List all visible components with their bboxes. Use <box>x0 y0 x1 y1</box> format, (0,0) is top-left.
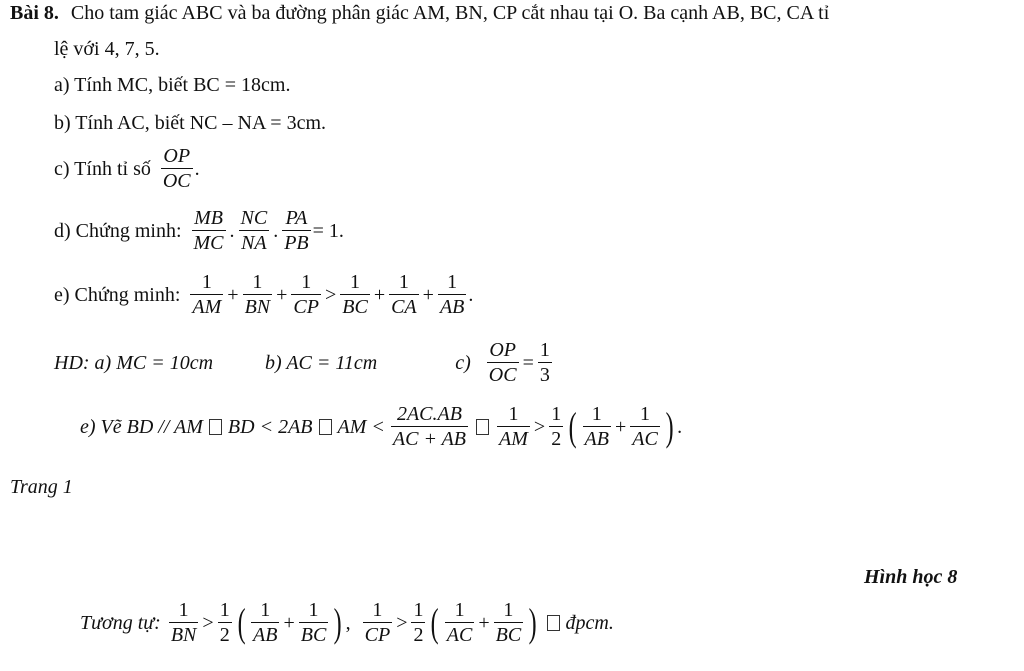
denominator: 2 <box>413 624 424 646</box>
denominator: 3 <box>539 364 550 386</box>
comma: , <box>345 611 351 634</box>
numerator: 1 <box>201 271 212 293</box>
numerator: 1 <box>551 403 562 425</box>
page-footer <box>10 476 73 499</box>
denominator: AC <box>632 428 658 450</box>
denominator: BC <box>495 624 522 646</box>
plus-sign: + <box>227 283 239 306</box>
numerator: 1 <box>350 271 361 293</box>
denominator: AB <box>253 624 278 646</box>
numerator: 1 <box>301 271 312 293</box>
fraction-1-cp-hint <box>363 600 393 646</box>
equals-sign: = <box>522 351 534 374</box>
numerator: 1 <box>260 599 271 621</box>
implies-symbol-box <box>209 419 222 435</box>
plus-sign: + <box>422 283 434 306</box>
problem-intro-line1 <box>10 2 829 25</box>
fraction-nc-na <box>239 208 270 254</box>
part-b <box>54 112 326 135</box>
greater-than: > <box>324 283 337 306</box>
plus-sign: + <box>478 611 490 634</box>
numerator: 1 <box>413 599 424 621</box>
denominator: OC <box>162 170 191 192</box>
fraction-1-bc <box>340 272 370 318</box>
fraction-1-bc-sim2 <box>494 600 524 646</box>
denominator: CA <box>391 296 417 318</box>
left-paren: ( <box>237 600 246 645</box>
period: . <box>468 283 474 306</box>
implies-symbol-box <box>547 615 560 631</box>
numerator: 1 <box>178 599 189 621</box>
numerator: NC <box>240 207 268 229</box>
left-paren: ( <box>568 404 577 449</box>
numerator: 1 <box>640 403 651 425</box>
page-header <box>864 566 957 589</box>
fraction-1-bc-sim <box>299 600 329 646</box>
problem-intro-text: Cho tam giác ABC và ba đường phân giác AM, BN, CP cắt nhau tại O. Ba cạnh AB, BC, CA tỉ <box>70 2 830 24</box>
denominator: BN <box>170 624 197 646</box>
fraction-1-ab-sim <box>251 600 279 646</box>
denominator: 2 <box>551 428 562 450</box>
denominator: AC + AB <box>392 428 467 450</box>
numerator: OP <box>489 339 516 361</box>
hint-e-part1: e) Vẽ BD // AM <box>80 415 203 438</box>
hint-line <box>54 340 554 386</box>
plus-sign: + <box>614 415 627 438</box>
denominator: 2 <box>219 624 230 646</box>
plus-sign: + <box>283 611 295 634</box>
denominator: AM <box>499 428 528 450</box>
numerator: PA <box>285 207 308 229</box>
greater-than: > <box>202 611 214 634</box>
numerator: 1 <box>398 271 409 293</box>
fraction-1-ab-hint <box>583 404 611 450</box>
denominator: PB <box>284 232 309 254</box>
hint-e-part2: BD < 2AB <box>227 415 313 438</box>
fraction-1-am <box>190 272 223 318</box>
numerator: 2AC.AB <box>396 403 462 425</box>
fraction-1-2 <box>411 600 425 646</box>
right-paren: ) <box>665 404 674 449</box>
denominator: OC <box>488 364 517 386</box>
fraction-mb-mc <box>192 208 226 254</box>
part-e <box>54 272 473 318</box>
fraction-op-oc-hint <box>487 340 519 386</box>
implies-symbol-box <box>319 419 332 435</box>
plus-sign: + <box>276 283 288 306</box>
denominator: CP <box>293 296 319 318</box>
fraction-1-ca <box>389 272 419 318</box>
denominator: MC <box>193 232 224 254</box>
problem-intro-text-2: lệ với 4, 7, 5. <box>54 38 160 60</box>
numerator: MB <box>194 207 223 229</box>
fraction-2acab-acab <box>391 404 468 450</box>
period: . <box>677 415 683 438</box>
hint-e-part3: AM < <box>337 415 385 438</box>
hint-similarly-line <box>80 600 614 646</box>
numerator: 1 <box>503 599 514 621</box>
fraction-pa-pb <box>282 208 310 254</box>
hint-b: b) AC = 11cm <box>265 351 378 374</box>
dot-operator: . <box>229 219 235 242</box>
equals-one: = 1. <box>312 219 344 242</box>
numerator: OP <box>163 145 191 167</box>
part-c-label: c) Tính tỉ số <box>54 157 151 180</box>
right-paren: ) <box>528 600 537 645</box>
numerator: 1 <box>372 599 383 621</box>
page-number: Trang 1 <box>10 476 73 498</box>
period: . <box>194 157 200 180</box>
fraction-1-2 <box>549 404 563 450</box>
fraction-1-3 <box>538 340 552 386</box>
denominator: BN <box>244 296 271 318</box>
denominator: NA <box>241 232 267 254</box>
numerator: 1 <box>454 599 465 621</box>
numerator: 1 <box>591 403 602 425</box>
problem-intro-line2 <box>54 38 160 61</box>
numerator: 1 <box>308 599 319 621</box>
part-c <box>54 146 200 192</box>
fraction-1-am-hint <box>497 404 530 450</box>
fraction-1-cp <box>291 272 321 318</box>
numerator: 1 <box>539 339 550 361</box>
part-a <box>54 74 290 97</box>
plus-sign: + <box>373 283 386 306</box>
fraction-1-ac-sim <box>445 600 475 646</box>
problem-number: Bài 8. <box>10 2 59 24</box>
left-paren: ( <box>431 600 440 645</box>
part-a-text: a) Tính MC, biết BC = 18cm. <box>54 74 291 96</box>
part-b-text: b) Tính AC, biết NC – NA = 3cm. <box>54 112 327 134</box>
hint-c: c) <box>455 351 471 374</box>
numerator: 1 <box>252 271 263 293</box>
part-d-label: d) Chứng minh: <box>54 219 182 242</box>
fraction-1-ab <box>438 272 466 318</box>
greater-than: > <box>533 415 546 438</box>
conclusion-text: đpcm. <box>565 611 614 634</box>
hint-e-line <box>80 404 682 450</box>
denominator: AM <box>192 296 222 318</box>
denominator: BC <box>300 624 327 646</box>
implies-symbol-box <box>476 419 489 435</box>
dot-operator: . <box>273 219 279 242</box>
denominator: AB <box>584 428 609 450</box>
similarly-label: Tương tự: <box>80 611 161 634</box>
denominator: AB <box>439 296 465 318</box>
part-e-label: e) Chứng minh: <box>54 283 181 306</box>
hint-a: HD: a) MC = 10cm <box>54 351 214 374</box>
subject-title: Hình học 8 <box>864 566 958 588</box>
denominator: CP <box>364 624 391 646</box>
right-paren: ) <box>333 600 342 645</box>
fraction-1-ac-hint <box>630 404 660 450</box>
numerator: 1 <box>447 271 458 293</box>
denominator: AC <box>446 624 473 646</box>
greater-than: > <box>396 611 408 634</box>
denominator: BC <box>342 296 368 318</box>
fraction-1-2 <box>218 600 232 646</box>
fraction-op-oc <box>161 146 193 192</box>
part-d <box>54 208 344 254</box>
numerator: 1 <box>508 403 519 425</box>
fraction-1-bn-hint <box>169 600 199 646</box>
fraction-1-bn <box>243 272 273 318</box>
numerator: 1 <box>219 599 230 621</box>
